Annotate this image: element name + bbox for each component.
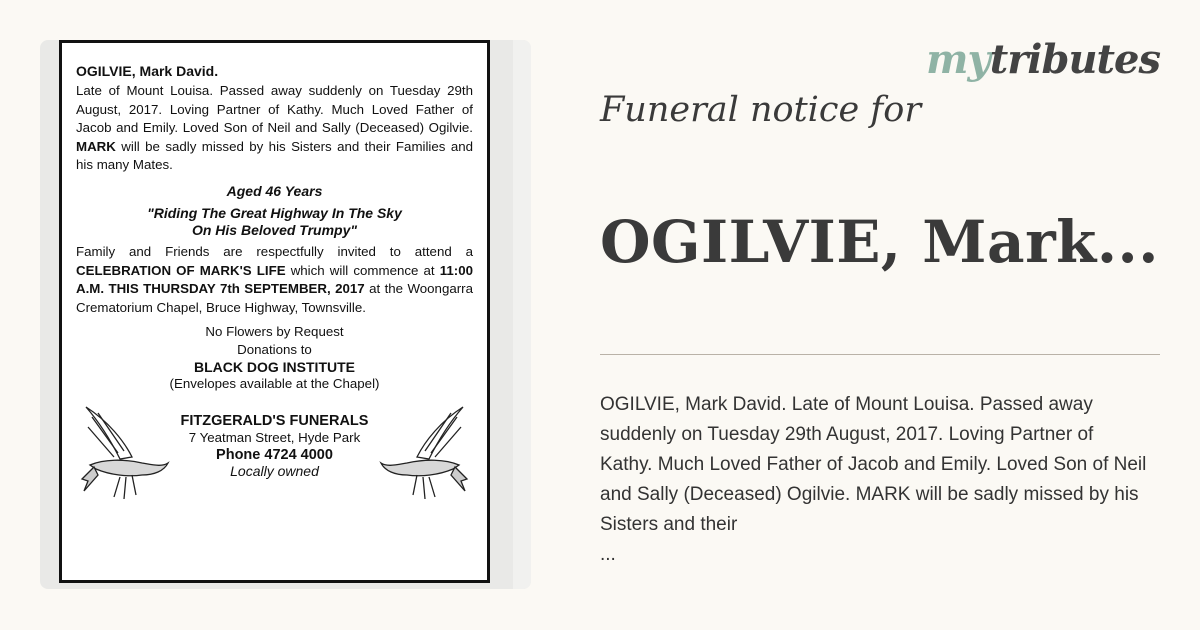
notice-age: Aged 46 Years: [226, 182, 323, 199]
funeral-home-address: 7 Yeatman Street, Hyde Park: [188, 430, 361, 446]
funeral-home-tagline: Locally owned: [230, 463, 319, 480]
dove-icon: [379, 405, 469, 501]
funeral-home-block: [76, 413, 473, 479]
notice-quote: [76, 205, 473, 239]
notice-text: will be sadly missed by his Sisters and their Families and his many Mates.: [76, 138, 473, 173]
notice-paragraph-2: [76, 243, 473, 317]
notice-text-bold: MARK: [76, 138, 116, 154]
notice-quote-line: "Riding The Great Highway In The Sky: [147, 204, 402, 221]
notice-image: [40, 40, 531, 589]
notice-paragraph-1: [76, 82, 473, 175]
divider: [600, 354, 1160, 355]
logo-my: my: [926, 36, 990, 83]
notice-flowers: No Flowers by Request: [205, 324, 344, 340]
funeral-home-phone: Phone 4724 4000: [216, 447, 333, 464]
deceased-name: OGILVIE, Mark...: [600, 208, 1159, 276]
notice-text: Family and Friends are respectfully invited to attend a: [76, 243, 473, 259]
notice-text: Late of Mount Louisa. Passed away suddenly on Tuesday 29th August, 2017. Loving Partner of Kathy. Much Loved Father of Jacob and Emily. Loved Son of Neil and Sally (Deceased) Ogilvie.: [76, 83, 473, 136]
notice-donations: Donations to: [237, 342, 312, 358]
notice-institute: BLACK DOG INSTITUTE: [194, 359, 355, 376]
notice-text-bold: 11:00 A.M. THIS THURSDAY 7th SEPTEMBER, 2017: [76, 262, 473, 297]
mytributes-logo: [926, 36, 1160, 83]
notice-excerpt: OGILVIE, Mark David. Late of Mount Louisa. Passed away suddenly on Tuesday 29th August, 2017. Loving Partner of Kathy. Much Loved Father of Jacob and Emily. Loved Son of Neil and Sally (Deceased) Ogilvie. MARK will be sadly missed by his Sisters and their ...: [600, 394, 1147, 565]
logo-tributes: tributes: [989, 36, 1160, 83]
notice-text: at the Woongarra Crematorium Chapel, Bruce Highway, Townsville.: [76, 281, 473, 315]
notice-text: which will commence at: [285, 262, 440, 278]
newspaper-notice: [59, 40, 490, 583]
dove-icon: [80, 405, 170, 501]
notice-envelopes: (Envelopes available at the Chapel): [169, 376, 380, 392]
notice-text-bold: CELEBRATION OF MARK'S LIFE: [76, 262, 286, 278]
page-subtitle: Funeral notice for: [600, 90, 922, 130]
funeral-home-name: FITZGERALD'S FUNERALS: [180, 413, 369, 430]
notice-quote-line: On His Beloved Trumpy": [191, 221, 358, 238]
notice-name: OGILVIE, Mark David.: [76, 63, 219, 79]
